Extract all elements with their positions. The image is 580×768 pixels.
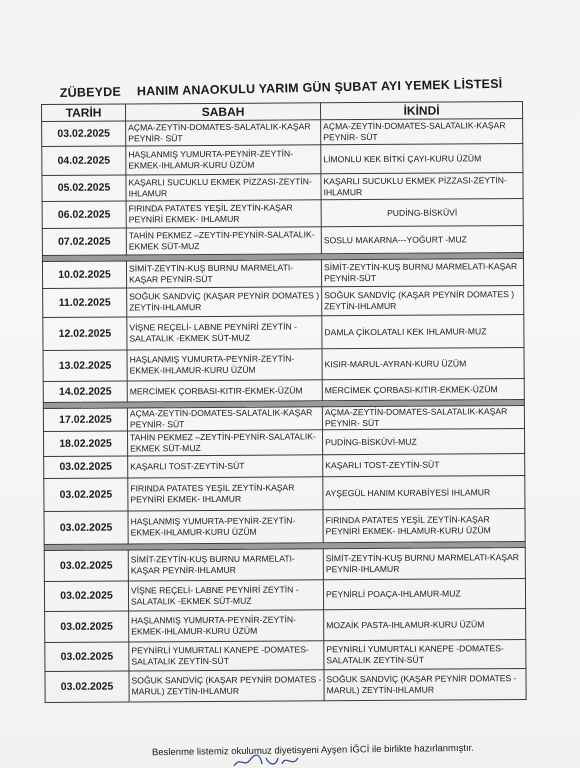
date-cell: 12.02.2025 <box>43 317 127 351</box>
date-cell: 14.02.2025 <box>43 381 127 403</box>
afternoon-cell: FIRINDA PATATES YEŞİL ZEYTİN-KAŞAR PEYNİRİ EKMEK- IHLAMUR-KURU ÜZÜM <box>323 509 525 543</box>
table-row <box>43 286 524 318</box>
table-row <box>42 119 523 147</box>
morning-cell: TAHİN PEKMEZ –ZEYTİN-PEYNİR-SALATALIK-EKMEK SÜT-MUZ <box>127 430 322 456</box>
afternoon-cell: AÇMA-ZEYTİN-DOMATES-SALATALIK-KAŞAR PEYNİR- SÜT <box>322 406 524 430</box>
afternoon-cell: PEYNİRLİ YUMURTALI KANEPE -DOMATES-SALATALIK ZEYTİN-SÜT <box>324 640 526 670</box>
morning-cell: VİŞNE REÇELİ- LABNE PEYNİRİ ZEYTİN -SALATALIK -EKMEK SÜT-MUZ <box>128 580 323 611</box>
table-row <box>45 609 526 643</box>
morning-cell: AÇMA-ZEYTİN-DOMATES-SALATALIK-KAŞAR PEYNİR- SÜT <box>126 120 321 146</box>
date-cell: 03.02.2025 <box>44 478 128 512</box>
table-row <box>43 348 524 382</box>
table-row <box>42 199 523 229</box>
morning-cell: SİMİT-ZEYTİN-KUŞ BURNU MARMELATI-KAŞAR PEYNİR-SÜT <box>126 260 321 288</box>
afternoon-cell: MOZAİK PASTA-IHLAMUR-KURU ÜZÜM <box>324 609 526 641</box>
afternoon-cell: KAŞARLI TOST-ZEYTİN-SÜT <box>323 454 525 477</box>
morning-cell: VİŞNE REÇELİ- LABNE PEYNİRİ ZEYTİN -SALATALIK -EKMEK SÜT-MUZ <box>127 316 322 350</box>
date-cell: 03.02.2025 <box>44 550 128 582</box>
morning-cell: HAŞLANMIŞ YUMURTA-PEYNİR-ZEYTİN-EKMEK-IHLAMUR-KURU ÜZÜM <box>127 349 322 381</box>
afternoon-cell: PUDİNG-BİSKÜVİ-MUZ <box>322 429 524 455</box>
date-cell: 17.02.2025 <box>43 408 127 432</box>
afternoon-cell: MERCİMEK ÇORBASI-KITIR-EKMEK-ÜZÜM <box>322 379 524 401</box>
footer-note: Beslenme listemiz okulumuz diyetisyeni Ayşen İĞCİ ile birlikte hazırlanmıştır. <box>151 742 474 759</box>
header-date: TARİH <box>42 104 126 122</box>
date-cell: 03.02.2025 <box>44 511 128 545</box>
date-cell: 03.02.2025 <box>45 671 129 703</box>
morning-cell: SOĞUK SANDVİÇ (KAŞAR PEYNİR DOMATES ) ZEYTİN-IHLAMUR <box>127 287 322 317</box>
morning-cell: KAŞARLI TOST-ZEYTİN-SÜT <box>128 455 323 478</box>
date-cell: 03.02.2025 <box>45 611 129 643</box>
date-cell: 18.02.2025 <box>44 431 128 457</box>
table-row <box>44 429 525 457</box>
date-cell: 06.02.2025 <box>42 201 126 229</box>
header-afternoon: İKİNDİ <box>320 102 522 120</box>
morning-cell: SOĞUK SANDVİÇ (KAŞAR PEYNİR DOMATES -MARUL) ZEYTİN-IHLAMUR <box>129 670 324 702</box>
table-row <box>44 509 525 545</box>
date-cell: 13.02.2025 <box>43 350 127 382</box>
table-row <box>42 144 523 176</box>
date-cell: 03.02.2025 <box>42 121 126 147</box>
header-morning: SABAH <box>126 103 321 121</box>
date-cell: 04.02.2025 <box>42 146 126 176</box>
morning-cell: TAHİN PEKMEZ –ZEYTİN-PEYNİR-SALATALIK-EKMEK SÜT-MUZ <box>126 227 321 255</box>
afternoon-cell: SİMİT-ZEYTİN-KUŞ BURNU MARMELATI-KAŞAR PEYNİR-IHLAMUR <box>323 548 525 580</box>
afternoon-cell: AÇMA-ZEYTİN-DOMATES-SALATALIK-KAŞAR PEYNİR- SÜT <box>321 119 523 145</box>
morning-cell: HAŞLANMIŞ YUMURTA-PEYNİR-ZEYTİN-EKMEK-IHLAMUR-KURU ÜZÜM <box>126 145 321 175</box>
signature-mark <box>232 752 312 768</box>
table-row <box>43 315 524 351</box>
morning-cell: HAŞLANMIŞ YUMURTA-PEYNİR-ZEYTİN-EKMEK-IHLAMUR-KURU ÜZÜM <box>129 610 324 642</box>
table-row <box>44 579 525 612</box>
morning-cell: KAŞARLI SUCUKLU EKMEK PİZZASI-ZEYTİN-IHLAMUR <box>126 174 321 201</box>
afternoon-cell: SOSLU MAKARNA---YOĞURT -MUZ <box>321 226 523 254</box>
table-row <box>42 226 523 256</box>
menu-table-body <box>42 119 527 703</box>
afternoon-cell: KAŞARLI SUCUKLU EKMEK PİZZASI-ZEYTİN-IHLAMUR <box>321 173 523 200</box>
afternoon-cell: KISIR-MARUL-AYRAN-KURU ÜZÜM <box>322 348 524 380</box>
date-cell: 05.02.2025 <box>42 175 126 202</box>
date-cell: 11.02.2025 <box>43 288 127 318</box>
table-row <box>45 640 526 672</box>
table-row <box>44 476 525 512</box>
afternoon-cell: SİMİT-ZEYTİN-KUŞ BURNU MARMELATI-KAŞAR PEYNİR-SÜT <box>321 259 523 287</box>
morning-cell: HAŞLANMIŞ YUMURTA-PEYNİR-ZEYTİN-EKMEK-IHLAMUR-KURU ÜZÜM <box>128 510 323 544</box>
table-row <box>45 669 526 703</box>
table-row <box>44 454 525 479</box>
table-row <box>44 548 525 582</box>
afternoon-cell: PUDİNG-BİSKÜVİ <box>321 199 523 227</box>
date-cell: 10.02.2025 <box>42 261 126 289</box>
title-part-2: HANIM ANAOKULU YARIM GÜN ŞUBAT AYI YEMEK LİSTESİ <box>136 76 503 99</box>
morning-cell: FIRINDA PATATES YEŞİL ZEYTİN-KAŞAR PEYNİRİ EKMEK- IHLAMUR <box>128 477 323 511</box>
morning-cell: FIRINDA PATATES YEŞİL ZEYTİN-KAŞAR PEYNİRİ EKMEK- IHLAMUR <box>126 200 321 228</box>
date-cell: 07.02.2025 <box>42 228 126 256</box>
morning-cell: MERCİMEK ÇORBASI-KITIR-EKMEK-ÜZÜM <box>127 380 322 402</box>
afternoon-cell: SOĞUK SANDVİÇ (KAŞAR PEYNİR DOMATES -MARUL) ZEYTİN-IHLAMUR <box>324 669 526 701</box>
afternoon-cell: AYŞEGÜL HANIM KURABİYESİ IHLAMUR <box>323 476 525 510</box>
morning-cell: PEYNİRLİ YUMURTALI KANEPE -DOMATES-SALATALIK ZEYTİN-SÜT <box>129 641 324 671</box>
title-part-1: ZÜBEYDE <box>59 84 122 100</box>
afternoon-cell: LİMONLU KEK BİTKİ ÇAYI-KURU ÜZÜM <box>321 144 523 174</box>
afternoon-cell: PEYNİRLİ POAÇA-IHLAMUR-MUZ <box>323 579 525 610</box>
table-row <box>43 379 524 403</box>
afternoon-cell: DAMLA ÇİKOLATALI KEK IHLAMUR-MUZ <box>322 315 524 349</box>
table-row <box>43 406 524 432</box>
table-row <box>42 259 523 289</box>
date-cell: 03.02.2025 <box>44 456 128 479</box>
morning-cell: AÇMA-ZEYTİN-DOMATES-SALATALIK-KAŞAR PEYNİR- SÜT <box>127 407 322 431</box>
morning-cell: SİMİT-ZEYTİN-KUŞ BURNU MARMELATI-KAŞAR PEYNİR-IHLAMUR <box>128 549 323 581</box>
date-cell: 03.02.2025 <box>44 581 128 612</box>
table-row <box>42 173 523 202</box>
menu-table <box>41 101 527 703</box>
afternoon-cell: SOĞUK SANDVİÇ (KAŞAR PEYNİR DOMATES ) ZEYTİN-IHLAMUR <box>322 286 524 316</box>
date-cell: 03.02.2025 <box>45 642 129 672</box>
